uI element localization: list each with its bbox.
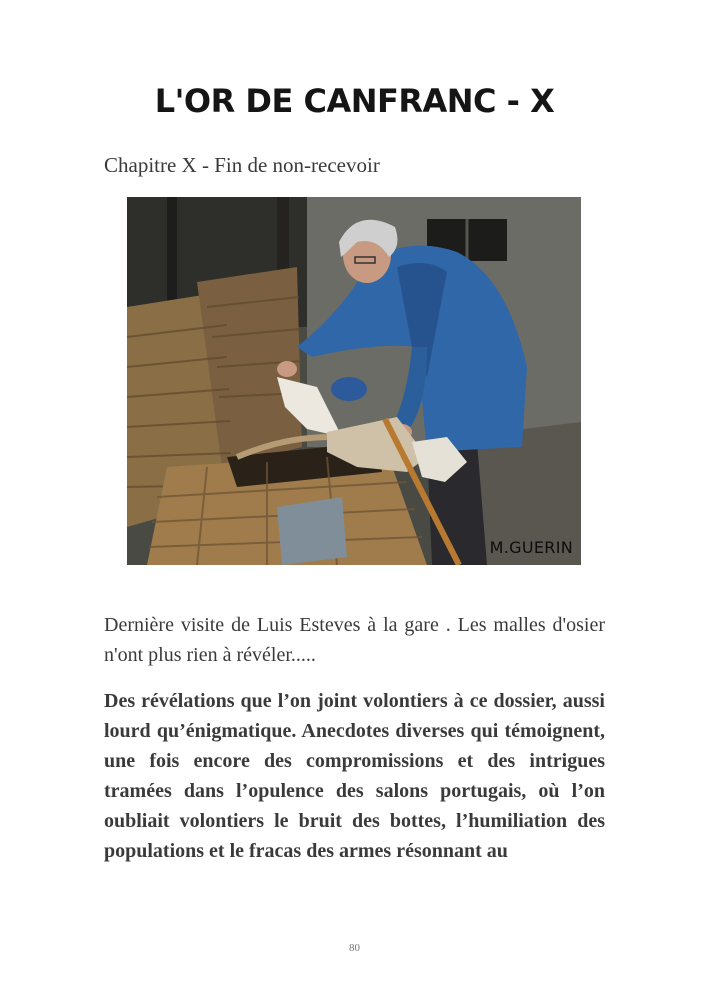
photo-credit: M.GUERIN	[489, 538, 573, 557]
chapter-subtitle: Chapitre X - Fin de non-recevoir	[104, 153, 380, 177]
chapter-title: L'OR DE CANFRANC - X	[154, 82, 555, 120]
body-paragraph: Des révélations que l’on joint volontiers à ce dossier, aussi lourd qu’énigmatique. Anecdotes diverses qui témoignent, une fois encore des compromissions et des intrigues tramées dans l’opulence des salons portugais, où l’on oubliait volontiers le bruit des bottes, l’humiliation des populations et le fracas des armes résonnant au	[104, 690, 605, 862]
photo-caption: Dernière visite de Luis Esteves à la gare . Les malles d'osier n'ont plus rien à révéler.....	[104, 614, 605, 666]
page-number: 80	[349, 942, 360, 954]
photograph-man-inspecting-wicker-trunks	[127, 197, 581, 565]
